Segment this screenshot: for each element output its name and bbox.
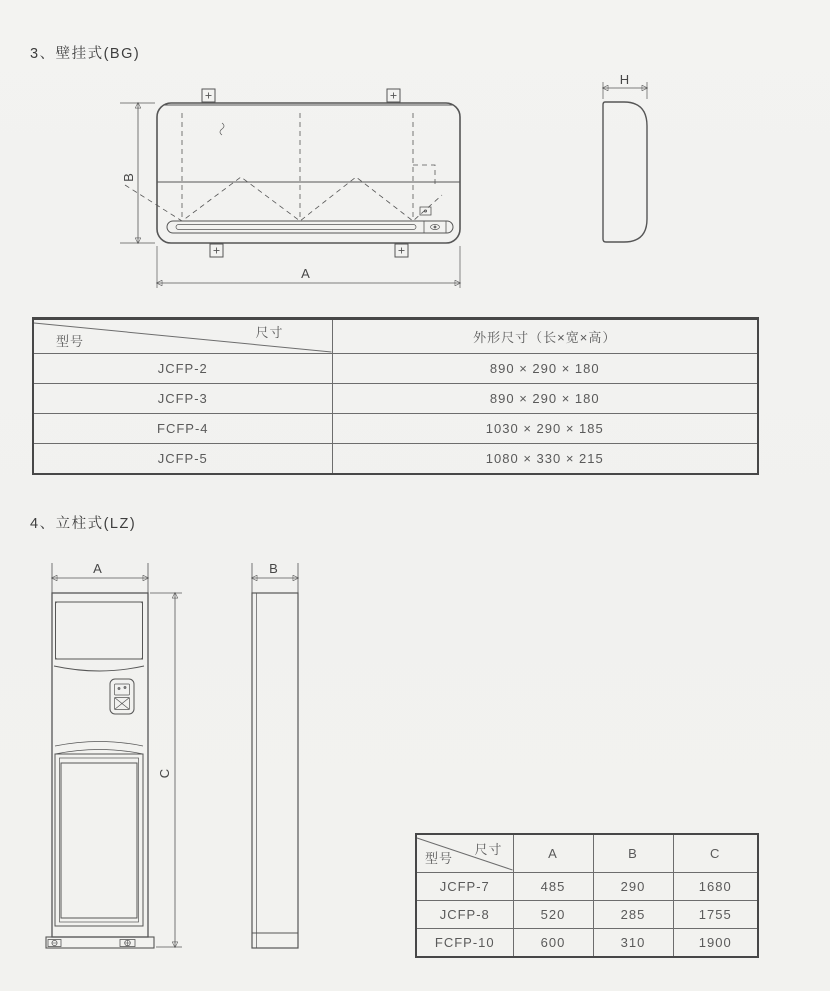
value-cell: 1755: [673, 901, 758, 929]
table2-corner-cell: [416, 834, 513, 873]
bg-side-view: [603, 72, 647, 242]
table2-header-c: C: [673, 834, 758, 873]
size-cell: 890 × 290 × 180: [332, 354, 758, 384]
dim-label-h: H: [619, 72, 631, 87]
model-cell: JCFP-2: [33, 354, 332, 384]
size-cell: 890 × 290 × 180: [332, 384, 758, 414]
bg-outlet-louver: [167, 207, 453, 233]
model-cell: JCFP-7: [416, 873, 513, 901]
bg-dimension-a: [157, 246, 460, 288]
bg-dimension-b: [120, 103, 155, 243]
wall-mounted-drawing: [90, 55, 710, 305]
table-row: [33, 414, 758, 444]
corner-label-size: 尺寸: [474, 842, 503, 857]
dim-label-b2: B: [269, 561, 279, 576]
wall-mounted-dimension-table: [32, 317, 759, 475]
model-cell: FCFP-10: [416, 929, 513, 958]
table2-header-a: A: [513, 834, 593, 873]
size-cell: 1030 × 290 × 185: [332, 414, 758, 444]
lz-intake-louver: [55, 754, 143, 926]
value-cell: 1900: [673, 929, 758, 958]
lz-control-panel: [110, 679, 134, 714]
table-row: [33, 354, 758, 384]
value-cell: 310: [593, 929, 673, 958]
corner-label-model: 型号: [425, 851, 454, 866]
section-heading-wall-mounted: 3、壁挂式(BG): [30, 46, 141, 62]
lz-side-view: [252, 561, 298, 948]
section-heading-floor-standing: 4、立柱式(LZ): [30, 516, 137, 532]
model-cell: JCFP-8: [416, 901, 513, 929]
bg-hidden-lines: [125, 113, 442, 221]
dim-label-b: B: [121, 172, 136, 182]
dim-label-a: A: [301, 266, 311, 281]
value-cell: 600: [513, 929, 593, 958]
table-row: [416, 873, 758, 901]
value-cell: 285: [593, 901, 673, 929]
bg-inlet-grille: [157, 105, 460, 182]
value-cell: 520: [513, 901, 593, 929]
table1-corner-cell: [33, 319, 332, 354]
model-cell: FCFP-4: [33, 414, 332, 444]
dim-label-a2: A: [93, 561, 103, 576]
model-cell: JCFP-5: [33, 444, 332, 475]
bg-front-view: [120, 89, 460, 288]
table-row: [416, 929, 758, 958]
table-row: [33, 384, 758, 414]
floor-standing-drawing: [30, 555, 320, 980]
corner-label-model: 型号: [56, 334, 85, 349]
table-row: [33, 444, 758, 475]
size-cell: 1080 × 330 × 215: [332, 444, 758, 475]
bg-dimension-h: [603, 72, 647, 99]
lz-front-view: [46, 561, 182, 948]
value-cell: 1680: [673, 873, 758, 901]
lz-outlet-grille: [56, 602, 143, 659]
table-row: [416, 901, 758, 929]
table2-header-b: B: [593, 834, 673, 873]
bg-mounting-tabs: [202, 89, 408, 257]
corner-label-size: 尺寸: [255, 325, 284, 340]
model-cell: JCFP-3: [33, 384, 332, 414]
table1-header-dimensions: 外形尺寸（长×宽×高）: [332, 319, 758, 354]
lz-dimension-c: [150, 593, 182, 947]
lz-base: [46, 937, 154, 948]
floor-standing-dimension-table: [415, 833, 759, 958]
value-cell: 290: [593, 873, 673, 901]
value-cell: 485: [513, 873, 593, 901]
dim-label-c: C: [157, 767, 172, 779]
